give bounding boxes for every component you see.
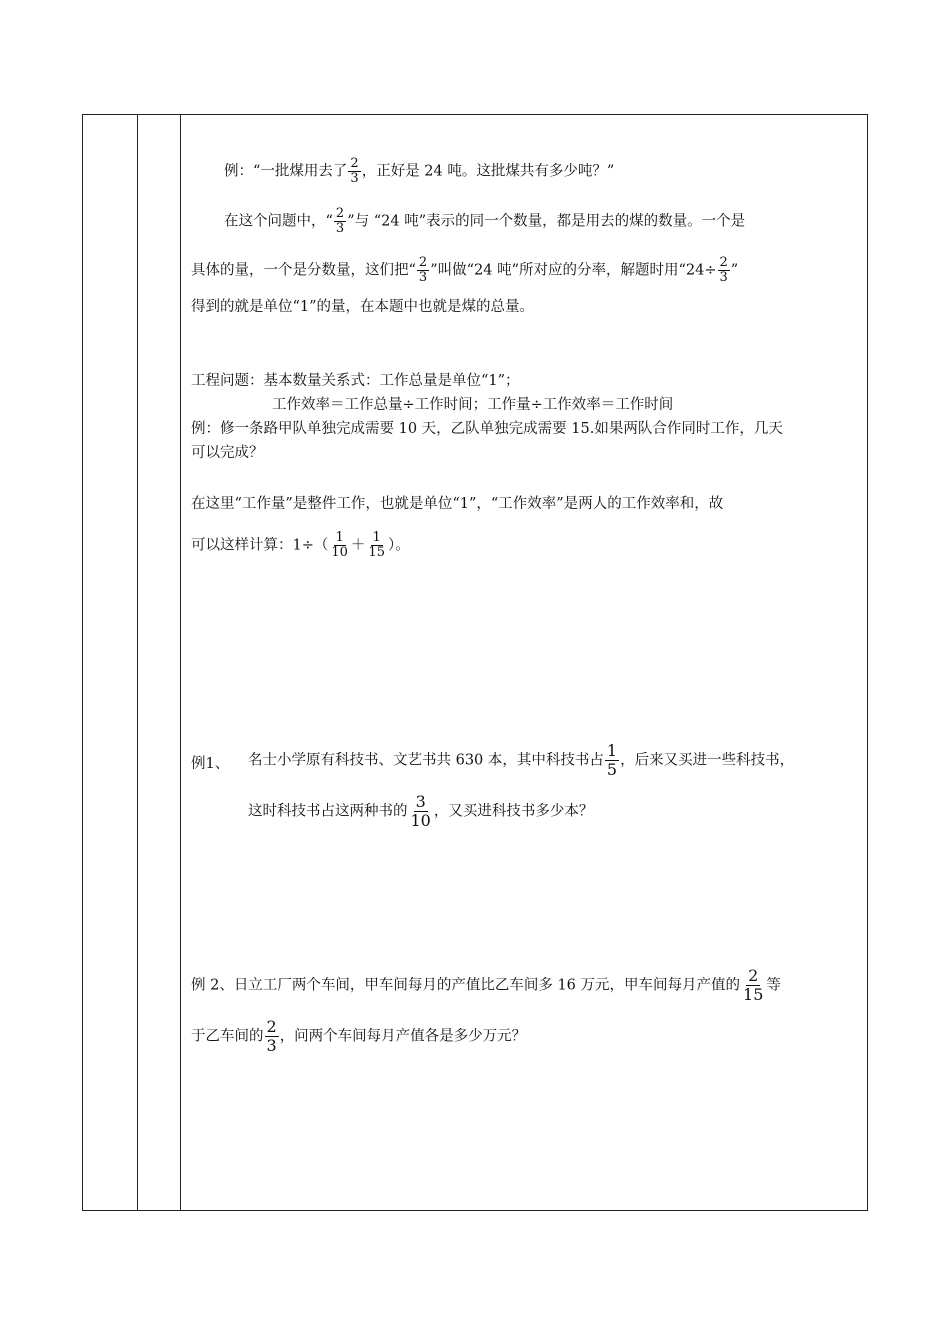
fraction-denominator: 3 [266,1036,277,1055]
text-segment: 具体的量，一个是分数量，这们把“ [191,262,416,279]
fraction-denominator: 10 [331,545,348,560]
fraction-numerator: 2 [335,206,345,221]
column-divider-2 [180,115,181,1210]
fraction-two-thirds [265,1018,279,1055]
text-segment: 例：“一批煤用去了 [224,163,348,180]
coal-example-line-4: 得到的就是单位“1”的量，在本题中也就是煤的总量。 [191,299,535,315]
fraction-two-thirds [334,207,346,236]
text-segment: 名士小学原有科技书、文艺书共 630 本，其中科技书占 [248,752,604,769]
fraction-denominator: 3 [350,171,359,186]
fraction-numerator: 1 [335,530,344,545]
fraction-numerator: 2 [418,255,428,270]
fraction-one-tenth [329,531,350,560]
fraction-denominator: 3 [335,221,345,236]
example-2-line-1 [191,967,781,1004]
coal-example-line-1 [224,157,614,186]
column-divider-1 [137,115,138,1210]
fraction-numerator: 1 [606,741,618,760]
fraction-denominator: 3 [418,270,428,285]
example-1-label: 例1、 [191,756,230,772]
text-segment: ，后来又买进一些科技书， [620,752,795,769]
text-segment: 于乙车间的 [191,1028,264,1045]
coal-example-line-3 [191,256,738,285]
fraction-two-fifteenths [741,967,765,1004]
text-segment: ，正好是 24 吨。这批煤共有多少吨？” [361,163,615,180]
fraction-denominator: 15 [743,985,764,1004]
work-problem-formula: 工作效率＝工作总量÷工作时间；工作量÷工作效率＝工作时间 [272,397,674,413]
text-segment: 这时科技书占这两种书的 [248,803,408,820]
work-problem-title: 工程问题：基本数量关系式：工作总量是单位“1”； [191,373,520,389]
work-problem-example-line-2: 可以完成？ [191,445,264,461]
text-segment: ）。 [387,537,410,554]
text-segment: 例 2、日立工厂两个车间，甲车间每月的产值比乙车间多 16 万元，甲车间每月产值的 [191,977,741,994]
fraction-two-thirds [417,256,429,285]
fraction-numerator: 1 [372,530,381,545]
text-segment: ” [730,262,739,279]
text-segment: ，又买进科技书多少本？ [433,803,594,820]
text-segment: 可以这样计算：1÷（ [191,537,329,554]
work-problem-explain-line-1: 在这里“工作量”是整件工作，也就是单位“1”，“工作效率”是两人的工作效率和，故 [191,496,724,512]
work-problem-explain-line-2 [191,531,410,560]
fraction-numerator: 2 [350,156,359,171]
fraction-one-fifth [605,742,619,779]
text-segment: ”叫做“24 吨”所对应的分率，解题时用“24÷ [430,262,717,279]
fraction-numerator: 2 [748,966,759,985]
work-problem-example-line-1: 例：修一条路甲队单独完成需要 10 天，乙队单独完成需要 15.如果两队合作同时工作，几天 [191,421,783,437]
fraction-denominator: 3 [719,270,728,285]
fraction-denominator: 15 [368,545,385,560]
fraction-numerator: 2 [266,1017,277,1036]
text-segment: 在这个问题中，“ [224,213,333,230]
fraction-two-thirds [718,256,730,285]
example-1-line-2 [248,793,593,830]
fraction-denominator: 10 [410,811,431,830]
fraction-one-fifteenth [366,531,387,560]
fraction-denominator: 5 [606,760,618,779]
coal-example-line-2 [224,207,745,236]
fraction-two-thirds [348,157,360,186]
fraction-numerator: 3 [415,792,426,811]
fraction-three-tenths [409,793,433,830]
example-2-line-2 [191,1018,526,1055]
text-segment: 等 [766,977,781,994]
fraction-numerator: 2 [719,255,728,270]
example-1-line-1 [248,742,794,779]
text-segment: ”与 “24 吨”表示的同一个数量，都是用去的煤的数量。一个是 [347,213,746,230]
text-segment: ＋ [350,537,366,554]
text-segment: ，问两个车间每月产值各是多少万元？ [279,1028,527,1045]
